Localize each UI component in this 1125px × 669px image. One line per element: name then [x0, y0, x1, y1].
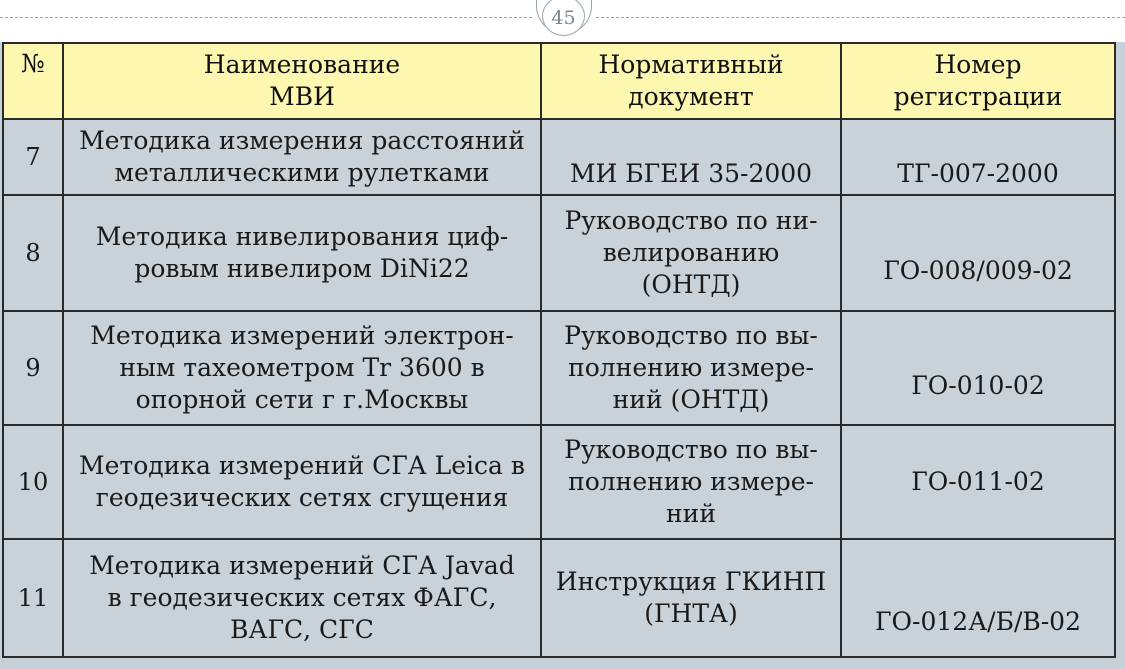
header-dashed-rule-right [596, 17, 1125, 18]
page-number: 45 [542, 0, 585, 36]
page-number-badge [536, 0, 592, 34]
table-row [3, 425, 1115, 539]
row-number: 11 [3, 539, 63, 657]
row-number: 9 [3, 311, 63, 425]
row-document [541, 119, 841, 195]
header-text: № [21, 49, 45, 78]
row-document-line: полнению измере- [568, 467, 814, 496]
row-document [541, 425, 841, 539]
row-registration: ТГ-007-2000 [841, 119, 1115, 195]
row-number: 10 [3, 425, 63, 539]
row-document-line: (ОНТД) [641, 270, 741, 299]
row-document-line: ний (ОНТД) [612, 385, 770, 414]
header-text: Номер [934, 50, 1022, 79]
row-name [63, 539, 541, 657]
header-text: регистрации [893, 82, 1063, 111]
row-document-line: Руководство по ни- [564, 206, 818, 235]
row-name-line: ровым нивелиром DiNi22 [134, 254, 470, 283]
row-registration: ГО-010-02 [841, 311, 1115, 425]
table-row [3, 539, 1115, 657]
row-number: 8 [3, 195, 63, 311]
header-text: Наименование [203, 50, 401, 79]
row-name-line: опорной сети г г.Москвы [135, 385, 469, 414]
table-row [3, 311, 1115, 425]
table-row [3, 195, 1115, 311]
header-cell-number [3, 43, 63, 119]
row-registration: ГО-008/009-02 [841, 195, 1115, 311]
row-registration: ГО-012А/Б/В-02 [841, 539, 1115, 657]
row-name-line: в геодезических сетях ФАГС, [107, 583, 497, 612]
row-name [63, 119, 541, 195]
row-registration: ГО-011-02 [841, 425, 1115, 539]
header-cell-registration [841, 43, 1115, 119]
row-document [541, 195, 841, 311]
row-document [541, 539, 841, 657]
row-document [541, 311, 841, 425]
row-name [63, 195, 541, 311]
header-cell-document [541, 43, 841, 119]
row-document-line: Руководство по вы- [564, 321, 818, 350]
row-name [63, 311, 541, 425]
header-dashed-rule-left [0, 17, 532, 18]
row-document-line: Руководство по вы- [564, 435, 818, 464]
table-container [0, 42, 1125, 669]
row-name [63, 425, 541, 539]
mvi-registry-table [2, 42, 1116, 658]
header-text: документ [628, 82, 754, 111]
table-header-row [3, 43, 1115, 119]
header-text: Нормативный [598, 50, 784, 79]
row-number: 7 [3, 119, 63, 195]
row-document-line: велированию [602, 238, 780, 267]
row-name-line: Методика измерения расстояний [79, 126, 525, 155]
row-document-line: Инструкция ГКИНП [555, 567, 827, 596]
row-name-line: Методика нивелирования циф- [95, 222, 509, 251]
row-name-line: Методика измерений СГА Javad [89, 551, 515, 580]
row-document-line: МИ БГЕИ 35-2000 [569, 159, 813, 188]
header-cell-name [63, 43, 541, 119]
row-name-line: ным тахеометром Tr 3600 в [119, 353, 485, 382]
row-document-line: полнению измере- [568, 353, 814, 382]
row-document-line: (ГНТА) [644, 599, 738, 628]
row-name-line: геодезических сетях сгущения [95, 483, 509, 512]
row-name-line: Методика измерений электрон- [90, 321, 514, 350]
row-name-line: металлическими рулетками [114, 158, 490, 187]
row-document-line: ний [666, 499, 716, 528]
row-name-line: Методика измерений СГА Leica в [79, 451, 525, 480]
header-text: МВИ [269, 82, 335, 111]
row-name-line: ВАГС, СГС [230, 615, 374, 644]
table-row [3, 119, 1115, 195]
